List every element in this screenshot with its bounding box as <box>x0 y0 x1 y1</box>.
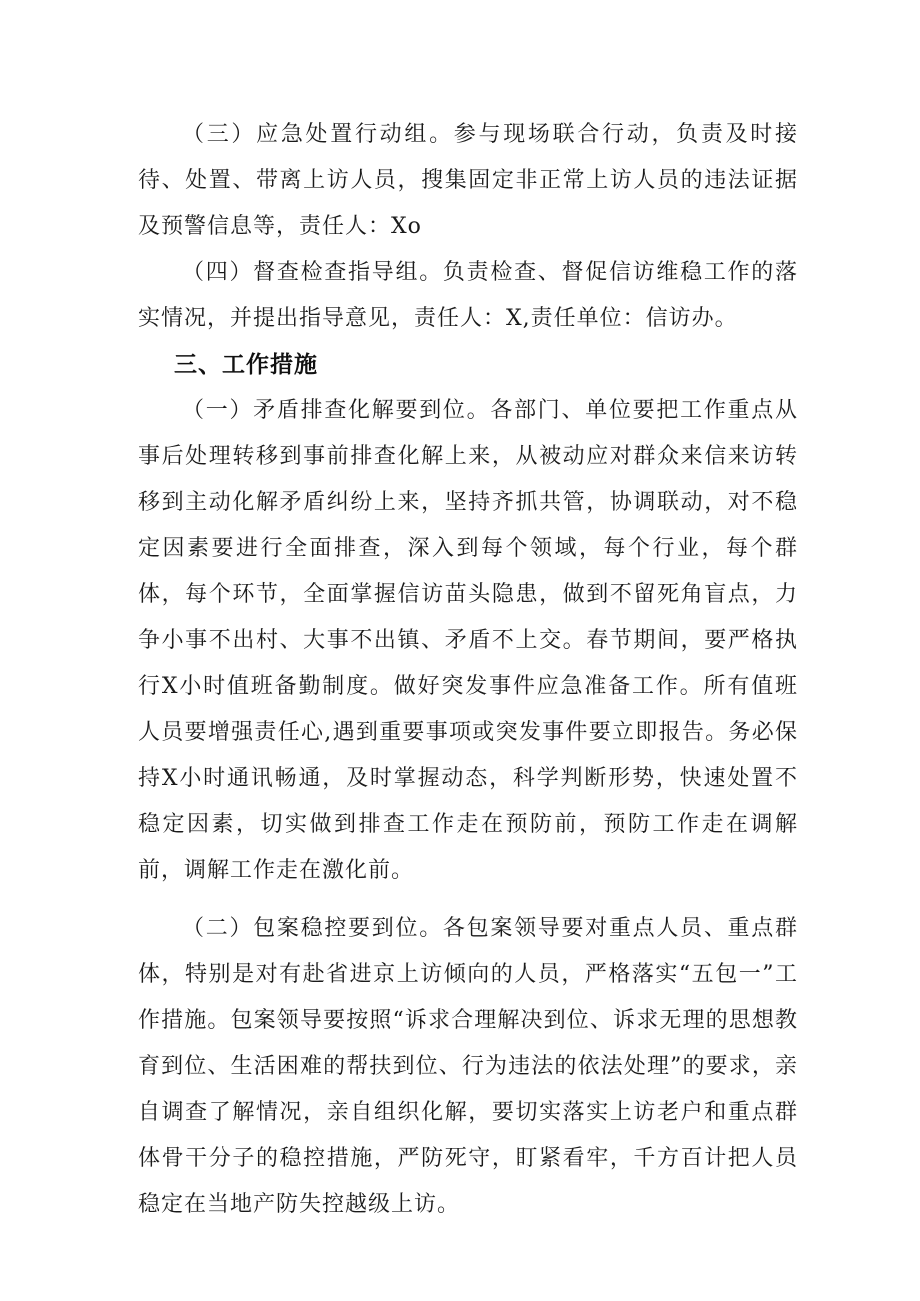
paragraph-spacer <box>138 894 798 906</box>
paragraph-case-stability-control: （二）包案稳控要到位。各包案领导要对重点人员、重点群体，特别是对有赴省进京上访倾向的人员，严格落实“五包一”工作措施。包案领导要按照“诉求合理解决到位、诉求无理的思想教育到位、生活困难的帮扶到位、行为违法的依法处理”的要求，亲自调查了解情况，亲自组织化解，要切实落实上访老户和重点群体骨干分子的稳控措施，严防死守，盯紧看牢，千方百计把人员稳定在当地产防失控越级上访。 <box>138 916 798 1217</box>
document-body <box>138 112 798 1228</box>
paragraph-emergency-response-group: （三）应急处置行动组。参与现场联合行动，负责及时接待、处置、带离上访人员，搜集固定非正常上访人员的违法证据及预警信息等，责任人：Xo <box>138 122 798 239</box>
paragraph-supervision-group: （四）督查检查指导组。负责检查、督促信访维稳工作的落实情况，并提出指导意见，责任人：X,责任单位：信访办。 <box>138 260 798 331</box>
paragraph-conflict-investigation: （一）矛盾排查化解要到位。各部门、单位要把工作重点从事后处理转移到事前排查化解上来，从被动应对群众来信来访转移到主动化解矛盾纠纷上来，坚持齐抓共管，协调联动，对不稳定因素要进行全面排查，深入到每个领域，每个行业，每个群体，每个环节，全面掌握信访苗头隐患，做到不留死角盲点，力争小事不出村、大事不出镇、矛盾不上交。春节期间，要严格执行X小时值班备勤制度。做好突发事件应急准备工作。所有值班人员要增强责任心,遇到重要事项或突发事件要立即报告。务必保持X小时通讯畅通，及时掌握动态，科学判断形势，快速处置不稳定因素，切实做到排查工作走在预防前，预防工作走在调解前，调解工作走在激化前。 <box>138 398 798 883</box>
section-heading-work-measures: 三、工作措施 <box>174 352 318 378</box>
